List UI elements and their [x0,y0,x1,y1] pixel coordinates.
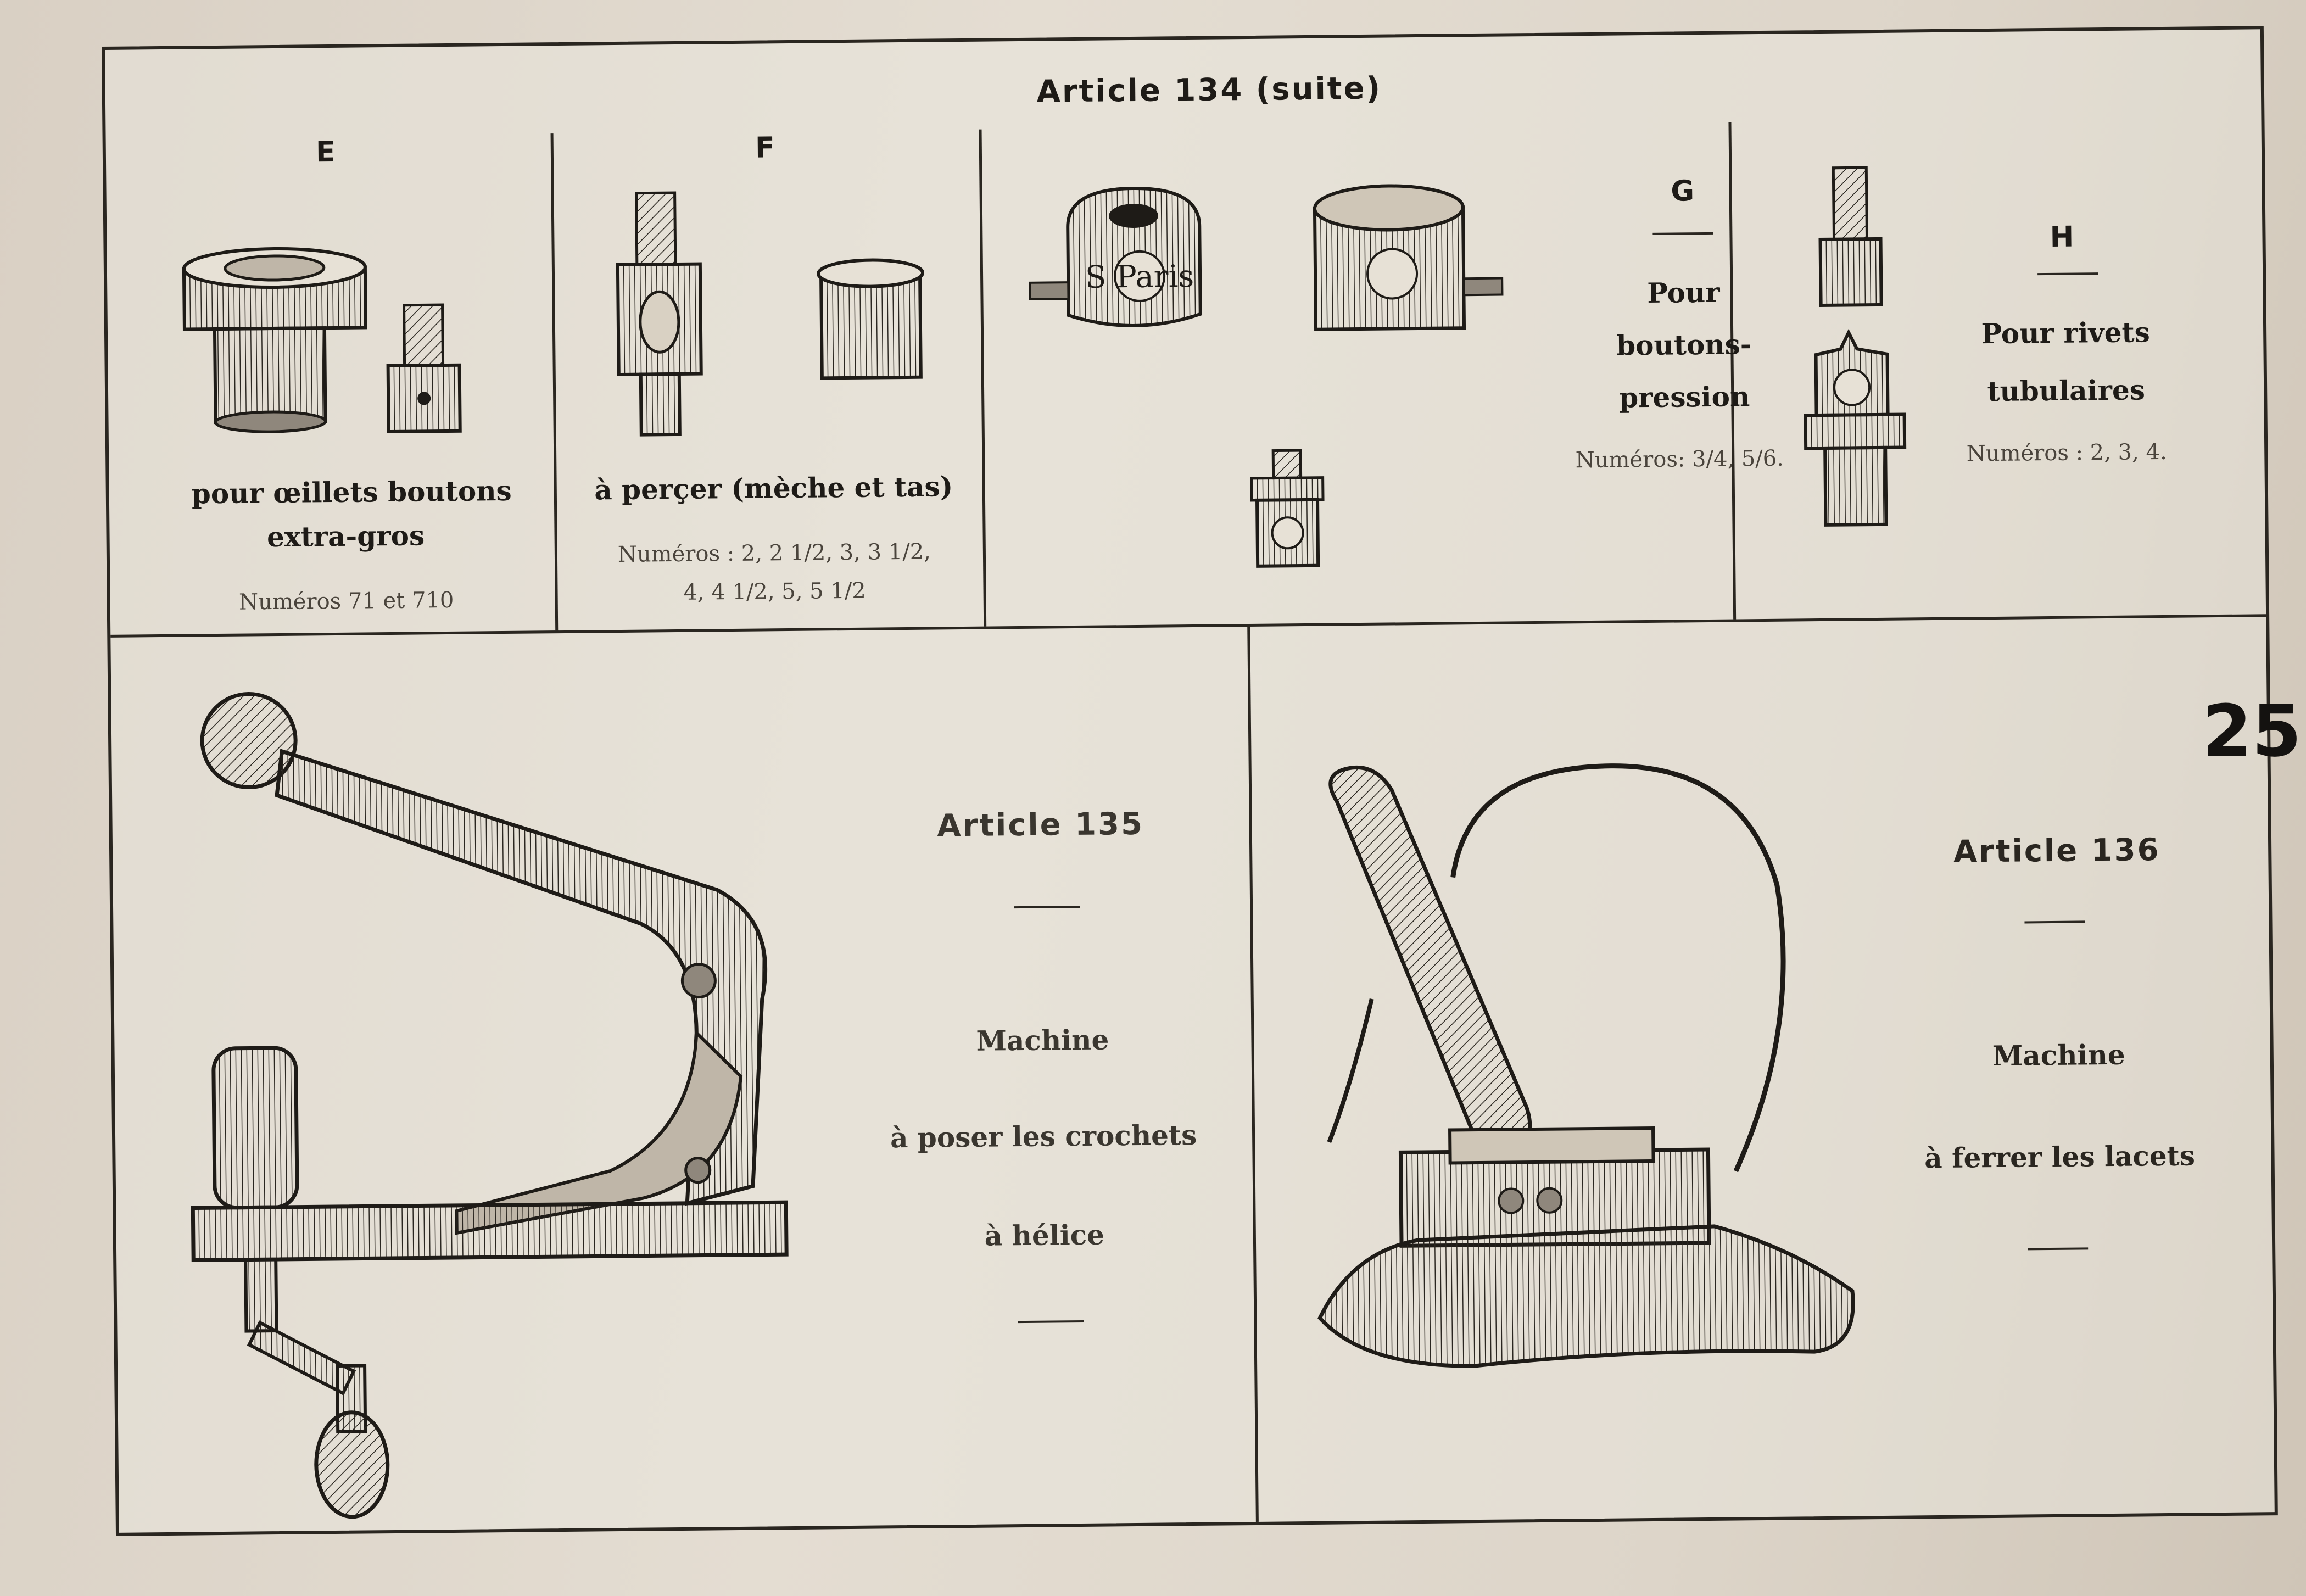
section-F-numbers-1: Numéros : 2, 2 1/2, 3, 3 1/2, [617,539,931,568]
section-E-caption-2: extra-gros [266,519,425,554]
tubular-rivet-dies-illustration [1803,167,1928,542]
section-G-caption-3: pression [1618,380,1750,414]
section-G-caption-1: Pour [1646,276,1720,310]
article-135-dash-bottom [1018,1320,1084,1323]
stamp-text: S Paris [1085,258,1194,295]
lace-tipping-machine-illustration [1304,752,1859,1389]
article-135-caption-3: à hélice [984,1218,1105,1252]
divider-G-H [1728,122,1736,620]
divider-horizontal [110,614,2266,638]
section-H-numbers: Numéros : 2, 3, 4. [1966,439,2167,467]
divider-135-136 [1247,624,1259,1522]
section-H-caption-1: Pour rivets [1981,316,2151,350]
article-135-dash-top [1014,906,1080,908]
section-E-caption-1: pour œillets boutons [191,474,512,510]
article-135-title: Article 135 [937,806,1144,844]
section-G-letter: G [1671,175,1695,208]
hook-setting-machine-illustration [166,690,942,1521]
page-number: 25 [2202,689,2302,773]
section-H-letter: H [2050,220,2074,254]
article-136-caption-2: à ferrer les lacets [1924,1139,2196,1175]
section-H-dash [2037,272,2098,275]
divider-F-G [979,130,987,627]
section-F-numbers-2: 4, 4 1/2, 5, 5 1/2 [683,578,866,605]
article-136-dash-bottom [2028,1247,2088,1250]
eyelet-die-illustration [172,194,493,434]
article-136-dash-top [2024,920,2085,923]
article-136-caption-1: Machine [1992,1038,2125,1073]
article-135-caption-2: à poser les crochets [890,1118,1197,1154]
catalog-frame [102,26,2278,1536]
snap-button-dies-illustration [1029,183,1626,573]
section-H-caption-2: tubulaires [1987,373,2146,408]
section-G-caption-2: boutons- [1616,328,1752,362]
section-F-letter: F [755,131,775,165]
section-F-caption: à perçer (mèche et tas) [594,470,953,506]
section-G-dash [1652,232,1713,235]
section-G-numbers: Numéros: 3/4, 5/6. [1575,445,1784,473]
divider-E-F [551,133,559,630]
section-E-letter: E [315,135,336,169]
article-135-caption-1: Machine [976,1023,1109,1057]
article-134-title: Article 134 (suite) [1036,70,1382,110]
article-136-title: Article 136 [1953,832,2160,870]
section-E-numbers: Numéros 71 et 710 [238,587,454,615]
punch-and-anvil-illustration [612,190,943,446]
